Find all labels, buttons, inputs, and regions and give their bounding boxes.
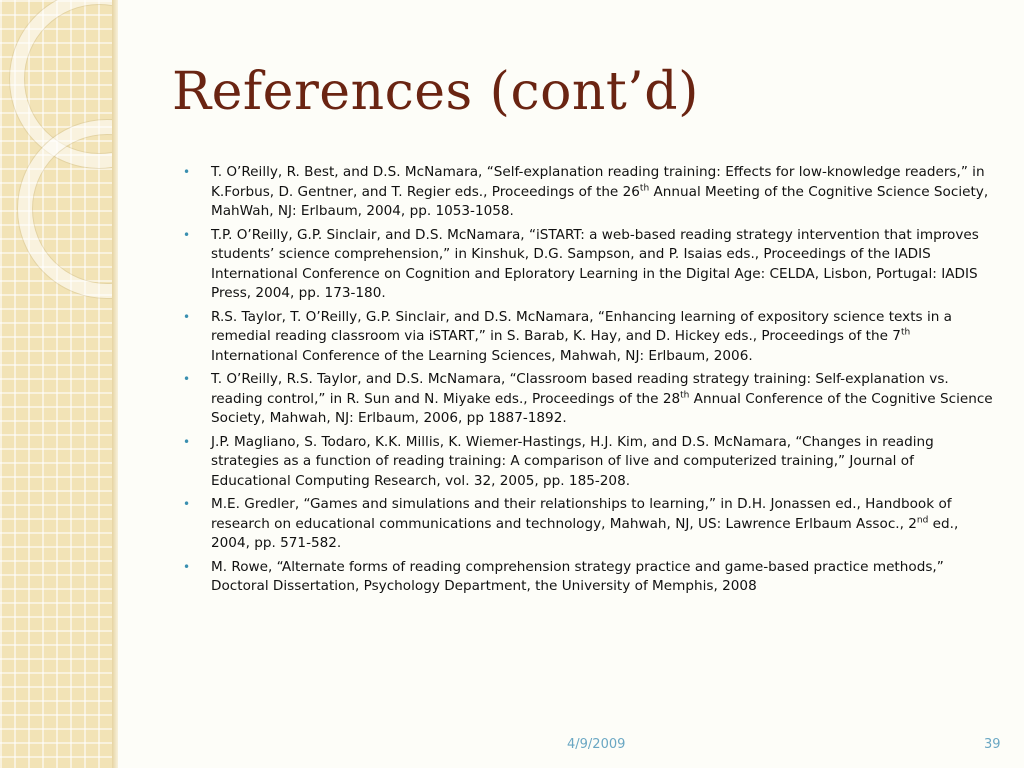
ordinal-suffix: th: [639, 182, 650, 193]
reference-item: [183, 163, 993, 222]
slide-title: References (cont’d): [172, 62, 699, 122]
ordinal-suffix: nd: [916, 514, 929, 525]
reference-text: M.E. Gredler, “Games and simulations and their relationships to learning,” in D.H. Jonassen ed., Handbook of research on educational communications and technology, Mahwah, NJ, US: Lawrence Erlbaum Assoc., 2nd ed., 2004, pp. 571-582.: [211, 496, 959, 551]
reference-list: [183, 163, 993, 601]
bullet-icon: •: [183, 165, 191, 179]
reference-text: T.P. O’Reilly, G.P. Sinclair, and D.S. McNamara, “iSTART: a web-based reading strategy intervention that improves students’ science comprehension,” in Kinshuk, D.G. Sampson, and P. Isaias eds., Proceedings of the IADIS International Conference on Cognition and Eploratory Learning in the Digital Age: CELDA, Lisbon, Portugal: IADIS Press, 2004, pp. 173-180.: [211, 226, 979, 301]
footer-date: 4/9/2009: [567, 737, 626, 752]
side-panel-edge: [112, 0, 118, 768]
bullet-icon: •: [183, 497, 191, 511]
reference-text: T. O’Reilly, R. Best, and D.S. McNamara, “Self-explanation reading training: Effects for low-knowledge readers,” in K.Forbus, D. Gentner, and T. Regier eds., Proceedings of the 26th Annual Meeting of the Cognitive Science Society, MahWah, NJ: Erlbaum, 2004, pp. 1053-1058.: [211, 164, 989, 219]
reference-item: [183, 370, 993, 429]
ordinal-suffix: th: [900, 327, 911, 338]
reference-item: [183, 433, 993, 492]
reference-text: R.S. Taylor, T. O’Reilly, G.P. Sinclair, and D.S. McNamara, “Enhancing learning of expository science texts in a remedial reading classroom via iSTART,” in S. Barab, K. Hay, and D. Hickey eds., Proceedings of the 7th International Conference of the Learning Sciences, Mahwah, NJ: Erlbaum, 2006.: [211, 308, 952, 364]
reference-item: [183, 495, 993, 554]
decorative-ring: [18, 120, 112, 298]
reference-text: T. O’Reilly, R.S. Taylor, and D.S. McNamara, “Classroom based reading strategy training: Self-explanation vs. reading control,” in R. Sun and N. Miyake eds., Proceedings of the 28th Annual Conference of the Cognitive Science Society, Mahwah, NJ: Erlbaum, 2006, pp 1887-1892.: [211, 371, 993, 426]
bullet-icon: •: [183, 372, 191, 386]
page-number: 39: [984, 737, 1001, 752]
reference-text: M. Rowe, “Alternate forms of reading comprehension strategy practice and game-based practice methods,” Doctoral Dissertation, Psychology Department, the University of Memphis, 2008: [211, 558, 944, 594]
reference-item: [183, 226, 993, 304]
decorative-side-panel: [0, 0, 112, 768]
reference-item: [183, 558, 993, 597]
reference-text: J.P. Magliano, S. Todaro, K.K. Millis, K. Wiemer-Hastings, H.J. Kim, and D.S. McNamara, “Changes in reading strategies as a function of reading training: A comparison of live and computerized training,” Journal of Educational Computing Research, vol. 32, 2005, pp. 185-208.: [211, 433, 934, 489]
reference-item: [183, 308, 993, 367]
bullet-icon: •: [183, 559, 191, 574]
ordinal-suffix: th: [680, 389, 690, 400]
bullet-icon: •: [183, 309, 191, 324]
bullet-icon: •: [183, 227, 191, 242]
bullet-icon: •: [183, 434, 191, 449]
